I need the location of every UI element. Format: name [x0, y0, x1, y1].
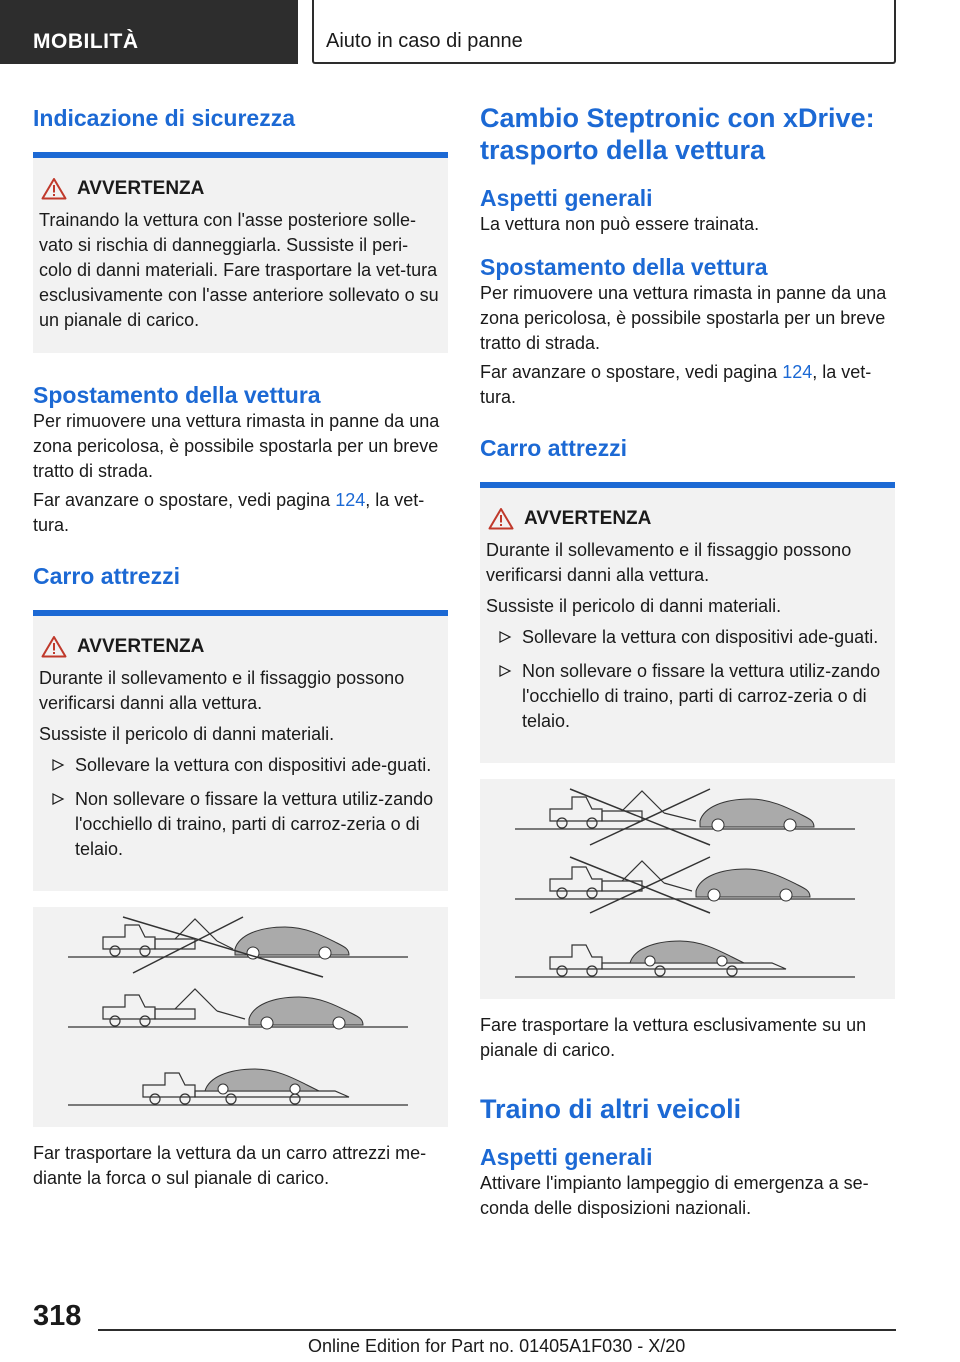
move-reference: Far avanzare o spostare, vedi pagina 124, la vet-tura. — [33, 490, 425, 535]
tow-illustration — [33, 907, 448, 1127]
left-column — [33, 100, 448, 1191]
xdrive-heading: Cambio Steptronic con xDrive: trasporto della vettura — [480, 103, 875, 165]
warning-text: Durante il sollevamento e il fissaggio possono verificarsi danni alla vettura. — [486, 540, 852, 585]
tow-illustration — [480, 779, 895, 999]
list-item: Sollevare la vettura con dispositivi ade-guati. — [486, 625, 887, 650]
warning-text: Durante il sollevamento e il fissaggio possono verificarsi danni alla vettura. — [39, 668, 405, 713]
move-reference: Far avanzare o spostare, vedi pagina 124, la vet-tura. — [480, 362, 872, 407]
warning-title: AVVERTENZA — [524, 508, 652, 529]
header-section-label: MOBILITÀ — [33, 30, 139, 53]
move-text: Per rimuovere una vettura rimasta in panne da una zona pericolosa, è possibile spostarla per un breve tratto di strada. — [480, 283, 887, 353]
warning-text: Sussiste il pericolo di danni materiali. — [39, 724, 335, 744]
footer-divider — [98, 1329, 896, 1331]
figure-caption: Fare trasportare la vettura esclusivamente su un pianale di carico. — [480, 1015, 867, 1060]
move-text: Per rimuovere una vettura rimasta in panne da una zona pericolosa, è possibile spostarla per un breve tratto di strada. — [33, 411, 440, 481]
general-text: Attivare l'impianto lampeggio di emergenza a se-conda delle disposizioni nazionali. — [480, 1173, 869, 1218]
warning-list — [486, 625, 887, 734]
warning-list — [39, 753, 440, 862]
tow-heading: Carro attrezzi — [480, 435, 627, 461]
flatbed-only-illustration — [510, 787, 870, 987]
warning-title: AVVERTENZA — [77, 178, 205, 199]
header-chapter-label: Aiuto in caso di panne — [326, 30, 523, 52]
safety-heading: Indicazione di sicurezza — [33, 105, 296, 131]
warning-title: AVVERTENZA — [77, 636, 205, 657]
warning-text: Trainando la vettura con l'asse posteriore solle-vato si rischia di danneggiarla. Sussiste il peri-colo di danni materiali. Fare trasportare la vet-tura esclusivamente con l'asse anteriore sollevato o su un pianale di carico. — [39, 210, 439, 330]
warning-triangle-icon — [488, 507, 514, 530]
general-heading: Aspetti generali — [480, 185, 653, 211]
list-item: Non sollevare o fissare la vettura utiliz-zando l'occhiello di traino, parti di carroz-zeria o di telaio. — [39, 787, 440, 862]
warning-triangle-icon — [41, 177, 67, 200]
other-vehicles-heading: Traino di altri veicoli — [480, 1094, 742, 1124]
general-heading: Aspetti generali — [480, 1144, 653, 1170]
triangle-bullet-icon — [498, 664, 512, 678]
edition-note: Online Edition for Part no. 01405A1F030 - X/20 — [308, 1336, 686, 1356]
triangle-bullet-icon — [51, 792, 65, 806]
header-section-tab — [0, 0, 298, 64]
tow-heading: Carro attrezzi — [33, 563, 180, 589]
triangle-bullet-icon — [498, 630, 512, 644]
general-text: La vettura non può essere trainata. — [480, 214, 760, 234]
warning-box-1 — [33, 152, 448, 353]
header-chapter-tab — [312, 0, 896, 64]
list-item: Sollevare la vettura con dispositivi ade-guati. — [39, 753, 440, 778]
page-number: 318 — [33, 1300, 82, 1332]
triangle-bullet-icon — [51, 758, 65, 772]
move-heading: Spostamento della vettura — [480, 254, 768, 280]
warning-box-3 — [480, 482, 895, 763]
list-item: Non sollevare o fissare la vettura utiliz-zando l'occhiello di traino, parti di carroz-zeria o di telaio. — [486, 659, 887, 734]
warning-text: Sussiste il pericolo di danni materiali. — [486, 596, 782, 616]
right-column — [480, 100, 895, 1221]
tow-truck-illustration — [63, 915, 423, 1115]
figure-caption: Far trasportare la vettura da un carro attrezzi me-diante la forca o sul pianale di carico. — [33, 1143, 427, 1188]
warning-box-2 — [33, 610, 448, 891]
warning-triangle-icon — [41, 635, 67, 658]
page-link[interactable]: 124 — [782, 362, 813, 382]
move-heading: Spostamento della vettura — [33, 382, 321, 408]
page-link[interactable]: 124 — [335, 490, 366, 510]
